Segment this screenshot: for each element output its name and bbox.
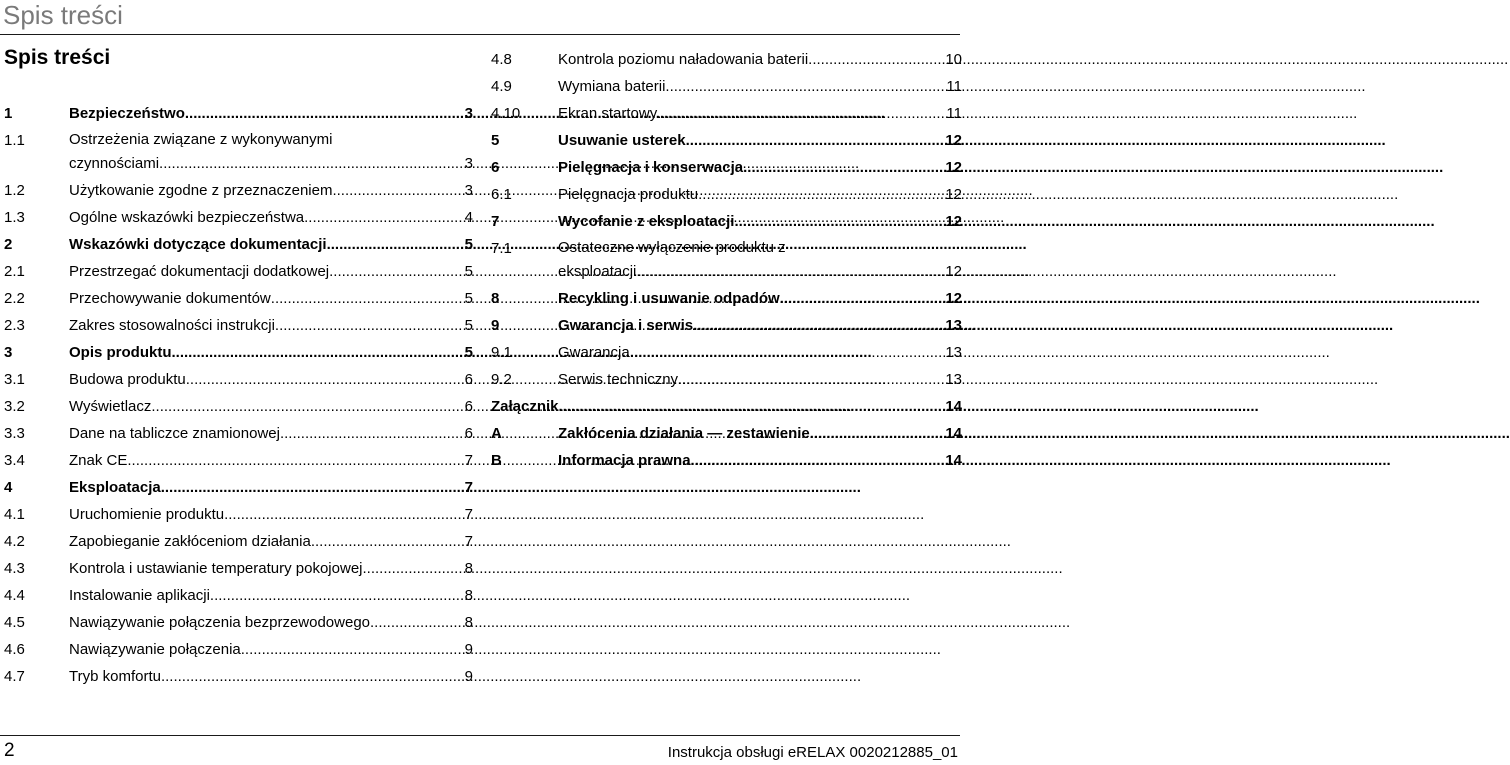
toc-leader-dots xyxy=(186,366,463,393)
toc-entry-body xyxy=(69,582,473,609)
toc-entry-number: 1.3 xyxy=(4,209,25,226)
toc-leader-dots xyxy=(657,100,944,127)
toc-entry[interactable] xyxy=(491,235,961,285)
toc-entry-page: 5 xyxy=(464,290,473,307)
toc-entry-page: 12 xyxy=(945,159,962,176)
toc-entry-title: Nawiązywanie połączenia bezprzewodowego xyxy=(69,614,371,631)
toc-entry-body xyxy=(558,100,962,127)
toc-entry[interactable] xyxy=(491,339,961,366)
toc-entry-number: 3.4 xyxy=(4,452,25,469)
toc-entry-title: Gwarancja i serwis xyxy=(558,317,694,334)
toc-leader-dots xyxy=(780,285,944,312)
toc-leader-dots xyxy=(808,46,943,73)
toc-entry-page: 12 xyxy=(945,263,962,280)
toc-leader-dots xyxy=(363,555,463,582)
toc-entry-page: 6 xyxy=(464,398,473,415)
toc-entry-title-line1: Ostrzeżenia związane z wykonywanymi xyxy=(69,131,333,148)
toc-entry-body xyxy=(69,528,473,555)
toc-entry-page: 12 xyxy=(945,132,962,149)
toc-entry-body xyxy=(69,447,473,474)
toc-entry[interactable] xyxy=(4,285,474,312)
toc-entry-page: 14 xyxy=(945,398,962,415)
toc-leader-dots xyxy=(678,366,943,393)
toc-entry-number: 2.3 xyxy=(4,317,25,334)
toc-entry-number: 9 xyxy=(491,317,500,334)
toc-entry-number: 6 xyxy=(491,159,500,176)
toc-entry-page: 12 xyxy=(945,290,962,307)
toc-entry-title: Instalowanie aplikacji xyxy=(69,587,210,604)
toc-entry-title: Załącznik xyxy=(491,398,559,415)
toc-entry[interactable] xyxy=(491,366,961,393)
toc-entry[interactable] xyxy=(491,285,961,312)
toc-entry-body xyxy=(69,420,473,447)
toc-leader-dots xyxy=(665,73,944,100)
toc-entry-title: Przechowywanie dokumentów xyxy=(69,290,271,307)
toc-entry-number: B xyxy=(491,452,502,469)
toc-entry[interactable] xyxy=(491,420,961,447)
toc-entry-body xyxy=(69,204,473,231)
toc-entry-number: 3.3 xyxy=(4,425,25,442)
toc-entry-number: 2.2 xyxy=(4,290,25,307)
toc-entry-body xyxy=(69,555,473,582)
toc-entry-number: 4.6 xyxy=(4,641,25,658)
toc-entry-body xyxy=(558,420,962,447)
toc-entry-number: 1.1 xyxy=(4,132,25,149)
toc-entry-page: 4 xyxy=(464,209,473,226)
toc-entry-body xyxy=(69,636,473,663)
toc-entry-body xyxy=(69,393,473,420)
toc-entry-number: 3.2 xyxy=(4,398,25,415)
toc-leader-dots xyxy=(810,420,944,447)
toc-entry-body xyxy=(69,100,473,127)
toc-entry[interactable] xyxy=(4,609,474,636)
toc-entry-number: 5 xyxy=(491,132,500,149)
toc-entry-page: 8 xyxy=(464,614,473,631)
toc-entry-title: Eksploatacja xyxy=(69,479,161,496)
toc-entry[interactable] xyxy=(4,501,474,528)
toc-entry-body xyxy=(69,258,473,285)
toc-leader-dots xyxy=(241,636,463,663)
toc-entry-page: 6 xyxy=(464,425,473,442)
toc-entry[interactable] xyxy=(4,339,474,366)
toc-entry-page: 13 xyxy=(945,317,962,334)
toc-entry[interactable] xyxy=(491,208,961,235)
toc-entry-body xyxy=(491,393,962,420)
toc-entry-title: Bezpieczeństwo xyxy=(69,105,185,122)
toc-entry[interactable] xyxy=(491,100,961,127)
toc-entry-page: 7 xyxy=(464,479,473,496)
toc-leader-dots xyxy=(127,447,462,474)
toc-entry-page: 14 xyxy=(945,452,962,469)
toc-entry-number: 1.2 xyxy=(4,182,25,199)
toc-entry-page: 3 xyxy=(464,105,473,122)
toc-entry-number: 4.3 xyxy=(4,560,25,577)
toc-entry-page: 6 xyxy=(464,371,473,388)
toc-entry[interactable] xyxy=(4,177,474,204)
toc-entry-body xyxy=(558,127,962,154)
toc-entry-title: Recykling i usuwanie odpadów xyxy=(558,290,780,307)
toc-entry[interactable] xyxy=(4,100,474,127)
toc-leader-dots xyxy=(161,474,463,501)
toc-leader-dots xyxy=(185,100,463,127)
toc-entry-number: 4.7 xyxy=(4,668,25,685)
toc-entry[interactable] xyxy=(4,312,474,339)
toc-entry-title-line2: eksploatacji xyxy=(558,263,637,280)
header-divider xyxy=(0,34,960,35)
toc-entry-body xyxy=(69,366,473,393)
toc-entry-title: Przestrzegać dokumentacji dodatkowej xyxy=(69,263,330,280)
toc-entry-title: Kontrola poziomu naładowania baterii xyxy=(558,51,809,68)
toc-entry-title: Budowa produktu xyxy=(69,371,186,388)
toc-leader-dots xyxy=(693,312,943,339)
toc-entry[interactable] xyxy=(4,420,474,447)
toc-entry-page: 3 xyxy=(464,155,473,172)
toc-entry-title: Ekran startowy xyxy=(558,105,658,122)
toc-entry-number: 4.9 xyxy=(491,78,512,95)
toc-entry-body xyxy=(558,236,962,284)
toc-entry-page: 7 xyxy=(464,506,473,523)
toc-leader-dots xyxy=(734,208,943,235)
toc-entry-number: 9.2 xyxy=(491,371,512,388)
toc-entry[interactable] xyxy=(491,181,961,208)
toc-leader-dots xyxy=(161,663,463,690)
toc-entry-title: Serwis techniczny xyxy=(558,371,679,388)
toc-entry-page: 13 xyxy=(945,344,962,361)
toc-leader-dots xyxy=(275,312,463,339)
toc-entry-number: 4.1 xyxy=(4,506,25,523)
toc-entry[interactable] xyxy=(491,127,961,154)
toc-entry-title: Zakres stosowalności instrukcji xyxy=(69,317,275,334)
toc-entry-page: 12 xyxy=(945,213,962,230)
toc-entry-title: Nawiązywanie połączenia xyxy=(69,641,241,658)
page-header-title: Spis treści xyxy=(3,0,123,30)
toc-entry-number: A xyxy=(491,425,502,442)
toc-leader-dots xyxy=(280,420,463,447)
toc-entry-title: Opis produktu xyxy=(69,344,172,361)
toc-entry-title: Usuwanie usterek xyxy=(558,132,686,149)
toc-entry-title: Zapobieganie zakłóceniom działania xyxy=(69,533,311,550)
toc-entry-number: 1 xyxy=(4,105,13,122)
toc-leader-dots xyxy=(691,447,944,474)
toc-entry-page: 8 xyxy=(464,560,473,577)
toc-entry-page: 11 xyxy=(946,78,962,95)
toc-entry[interactable] xyxy=(491,447,961,474)
toc-entry-page: 8 xyxy=(464,587,473,604)
toc-entry-number: 3.1 xyxy=(4,371,25,388)
toc-entry-body xyxy=(69,231,473,258)
toc-leader-dots xyxy=(743,154,943,181)
toc-entry-title: Pielęgnacja produktu xyxy=(558,186,699,203)
toc-leader-dots xyxy=(271,285,463,312)
toc-leader-dots xyxy=(329,258,463,285)
toc-entry-body xyxy=(69,177,473,204)
footer-page-number: 2 xyxy=(4,740,15,761)
toc-entry-body xyxy=(558,447,962,474)
toc-entry[interactable] xyxy=(491,393,961,420)
toc-entry-page: 12 xyxy=(945,186,962,203)
toc-entry[interactable] xyxy=(4,204,474,231)
toc-entry-page: 7 xyxy=(464,533,473,550)
toc-entry-body xyxy=(558,154,962,181)
toc-entry[interactable] xyxy=(4,663,474,690)
toc-entry[interactable] xyxy=(4,366,474,393)
toc-entry-title: Użytkowanie zgodne z przeznaczeniem xyxy=(69,182,333,199)
toc-entry-title: Kontrola i ustawianie temperatury pokojowej xyxy=(69,560,363,577)
section-title: Spis treści xyxy=(4,46,111,69)
toc-entry[interactable] xyxy=(4,258,474,285)
toc-entry-title: Dane na tabliczce znamionowej xyxy=(69,425,280,442)
toc-entry-number: 4.4 xyxy=(4,587,25,604)
toc-entry[interactable] xyxy=(4,393,474,420)
toc-entry-title: Zakłócenia działania — zestawienie xyxy=(558,425,810,442)
toc-entry-page: 9 xyxy=(464,641,473,658)
toc-leader-dots xyxy=(327,231,463,258)
toc-entry-title: Gwarancja xyxy=(558,344,630,361)
toc-entry[interactable] xyxy=(4,474,474,501)
toc-entry-body xyxy=(558,46,962,73)
toc-entry[interactable] xyxy=(4,636,474,663)
toc-entry-title: Tryb komfortu xyxy=(69,668,161,685)
toc-entry-page: 9 xyxy=(464,668,473,685)
toc-entry-page: 3 xyxy=(464,182,473,199)
toc-entry[interactable] xyxy=(4,582,474,609)
toc-entry-title: Wyświetlacz xyxy=(69,398,152,415)
toc-entry-page: 10 xyxy=(945,51,962,68)
toc-entry-body xyxy=(69,501,473,528)
toc-entry-number: 4.10 xyxy=(491,105,521,122)
toc-entry[interactable] xyxy=(4,528,474,555)
toc-leader-dots xyxy=(370,609,463,636)
toc-entry-title: Wycofanie z eksploatacji xyxy=(558,213,735,230)
toc-entry-body xyxy=(558,366,962,393)
toc-entry[interactable] xyxy=(491,154,961,181)
toc-entry-body xyxy=(558,73,962,100)
toc-leader-dots xyxy=(332,177,462,204)
toc-entry-title: Informacja prawna xyxy=(558,452,691,469)
toc-entry-body xyxy=(69,339,473,366)
toc-entry-number: 4.5 xyxy=(4,614,25,631)
toc-entry-number: 7 xyxy=(491,213,500,230)
toc-entry-body xyxy=(558,312,962,339)
toc-entry-second-line xyxy=(558,260,962,284)
toc-entry[interactable] xyxy=(4,127,474,177)
toc-entry-body xyxy=(69,128,473,176)
toc-entry-title: Ogólne wskazówki bezpieczeństwa xyxy=(69,209,305,226)
toc-entry-title: Uruchomienie produktu xyxy=(69,506,225,523)
toc-entry-body xyxy=(69,663,473,690)
toc-entry-number: 3 xyxy=(4,344,13,361)
toc-leader-dots xyxy=(686,127,944,154)
toc-left-column xyxy=(4,100,474,690)
toc-entry-second-line xyxy=(69,152,473,176)
footer-document-title: Instrukcja obsługi eRELAX 0020212885_01 xyxy=(667,744,958,761)
toc-entry-body xyxy=(69,285,473,312)
toc-entry[interactable] xyxy=(491,312,961,339)
toc-entry-number: 7.1 xyxy=(491,240,512,257)
toc-leader-dots xyxy=(698,181,943,208)
toc-entry-body xyxy=(69,609,473,636)
toc-right-column xyxy=(491,46,961,474)
toc-entry-body xyxy=(558,285,962,312)
toc-leader-dots xyxy=(304,204,463,231)
toc-entry-body xyxy=(558,181,962,208)
toc-entry-title-line2: czynnościami xyxy=(69,155,160,172)
toc-leader-dots xyxy=(630,339,944,366)
toc-leader-dots xyxy=(224,501,463,528)
toc-entry-number: 8 xyxy=(491,290,500,307)
toc-entry-page: 5 xyxy=(464,263,473,280)
toc-entry-title: Wskazówki dotyczące dokumentacji xyxy=(69,236,327,253)
toc-leader-dots xyxy=(172,339,463,366)
toc-entry-number: 6.1 xyxy=(491,186,512,203)
toc-entry-page: 14 xyxy=(945,425,962,442)
toc-entry-title: Wymiana baterii xyxy=(558,78,666,95)
toc-leader-dots xyxy=(636,260,943,284)
toc-entry-body xyxy=(558,339,962,366)
toc-entry-title: Znak CE xyxy=(69,452,128,469)
toc-entry-page: 13 xyxy=(945,371,962,388)
toc-leader-dots xyxy=(210,582,463,609)
toc-entry-body xyxy=(69,312,473,339)
toc-entry[interactable] xyxy=(491,46,961,73)
toc-entry-body xyxy=(69,474,473,501)
toc-entry-number: 9.1 xyxy=(491,344,512,361)
toc-entry[interactable] xyxy=(4,447,474,474)
toc-entry-page: 7 xyxy=(464,452,473,469)
footer-divider xyxy=(0,735,960,736)
toc-entry-page: 5 xyxy=(464,317,473,334)
toc-leader-dots xyxy=(559,393,944,420)
toc-entry-title: Pielęgnacja i konserwacja xyxy=(558,159,744,176)
toc-entry-number: 2.1 xyxy=(4,263,25,280)
toc-leader-dots xyxy=(311,528,463,555)
toc-entry[interactable] xyxy=(4,231,474,258)
toc-entry-page: 11 xyxy=(946,105,962,122)
toc-leader-dots xyxy=(151,393,462,420)
toc-entry[interactable] xyxy=(491,73,961,100)
toc-entry-number: 4.8 xyxy=(491,51,512,68)
toc-entry-number: 4 xyxy=(4,479,13,496)
toc-entry-title-line1: Ostateczne wyłączenie produktu z xyxy=(558,239,786,256)
toc-entry-page: 5 xyxy=(464,236,473,253)
toc-leader-dots xyxy=(159,152,463,176)
toc-entry-number: 2 xyxy=(4,236,13,253)
toc-entry[interactable] xyxy=(4,555,474,582)
toc-entry-page: 5 xyxy=(464,344,473,361)
toc-entry-number: 4.2 xyxy=(4,533,25,550)
toc-entry-body xyxy=(558,208,962,235)
